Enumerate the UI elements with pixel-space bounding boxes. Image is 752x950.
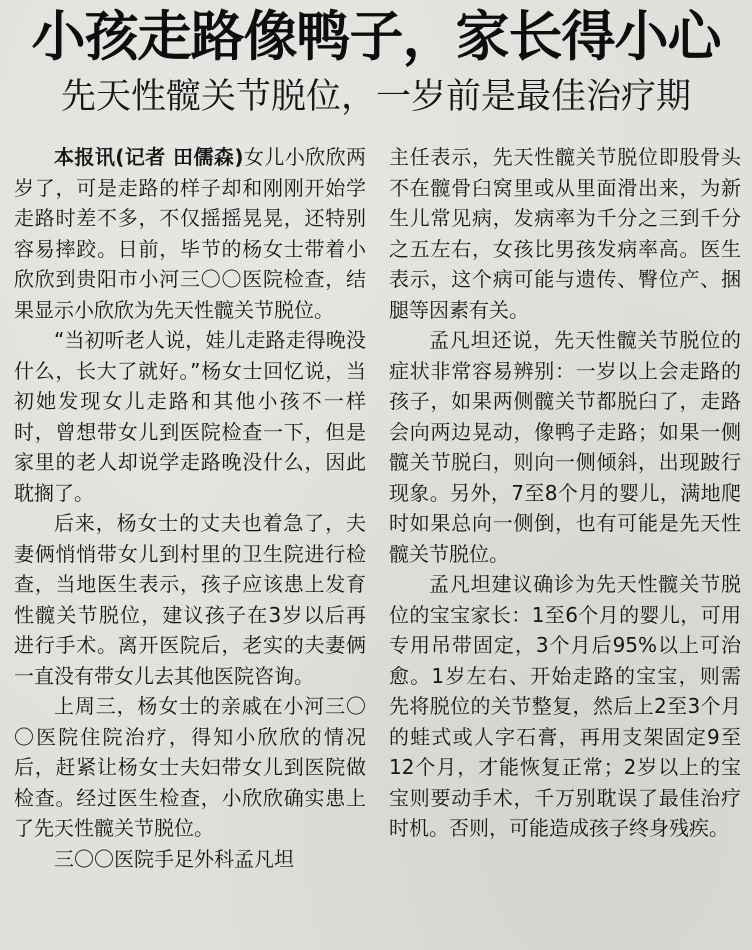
paragraph-2: “当初听老人说，娃儿走路走得晚没什么，长大了就好。”杨女士回忆说，当初她发现女儿走路和其他小孩不一样时，曾想带女儿到医院检查一下，但是家里的老人却说学走路晚没什么，因此耽搁了。: [14, 328, 366, 505]
byline: 本报讯(记者 田儒森): [54, 145, 244, 169]
paragraph-4: 上周三，杨女士的亲戚在小河三〇〇医院住院治疗，得知小欣欣的情况后，赶紧让杨女士夫妇带女儿到医院做检查。经过医生检查，小欣欣确实患上了先天性髋关节脱位。: [14, 694, 366, 840]
right-column: [389, 142, 741, 844]
paragraph-1-text: 女儿小欣欣两岁了，可是走路的样子却和刚刚开始学走路时差不多，不仅摇摇晃晃，还特别容易摔跤。日前，毕节的杨女士带着小欣欣到贵阳市小河三〇〇医院检查，结果显示小欣欣为先天性髋关节脱位。: [14, 145, 366, 322]
headline: 小孩走路像鸭子，家长得小心: [31, 5, 721, 68]
paragraph-1: [14, 142, 366, 325]
paragraph-7: 孟凡坦还说，先天性髋关节脱位的症状非常容易辨别：一岁以上会走路的孩子，如果两侧髋关节都脱臼了，走路会向两边晃动，像鸭子走路；如果一侧髋关节脱臼，则向一侧倾斜，出现跛行现象。另外，7至8个月的婴儿，满地爬时如果总向一侧倒，也有可能是先天性髋关节脱位。: [389, 328, 741, 566]
paragraph-3: 后来，杨女士的丈夫也着急了，夫妻俩悄悄带女儿到村里的卫生院进行检查，当地医生表示，孩子应该患上发育性髋关节脱位，建议孩子在3岁以后再进行手术。离开医院后，老实的夫妻俩一直没有带女儿去其他医院咨询。: [14, 511, 366, 688]
paragraph-6: 主任表示，先天性髋关节脱位即股骨头不在髋骨臼窝里或从里面滑出来，为新生儿常见病，发病率为千分之三到千分之五左右，女孩比男孩发病率高。医生表示，这个病可能与遗传、臀位产、捆腿等因素有关。: [389, 145, 741, 322]
paragraph-8: 孟凡坦建议确诊为先天性髋关节脱位的宝宝家长：1至6个月的婴儿，可用专用吊带固定，3个月后95%以上可治愈。1岁左右、开始走路的宝宝，则需先将脱位的关节整复，然后上2至3个月的蛙式或人字石膏，再用支架固定9至12个月，才能恢复正常；2岁以上的宝宝则要动手术，千万别耽误了最佳治疗时机。否则，可能造成孩子终身残疾。: [389, 572, 741, 840]
subheadline: 先天性髋关节脱位，一岁前是最佳治疗期: [60, 77, 691, 117]
paragraph-5: 三〇〇医院手足外科孟凡坦: [54, 846, 294, 871]
left-column: [14, 142, 366, 874]
